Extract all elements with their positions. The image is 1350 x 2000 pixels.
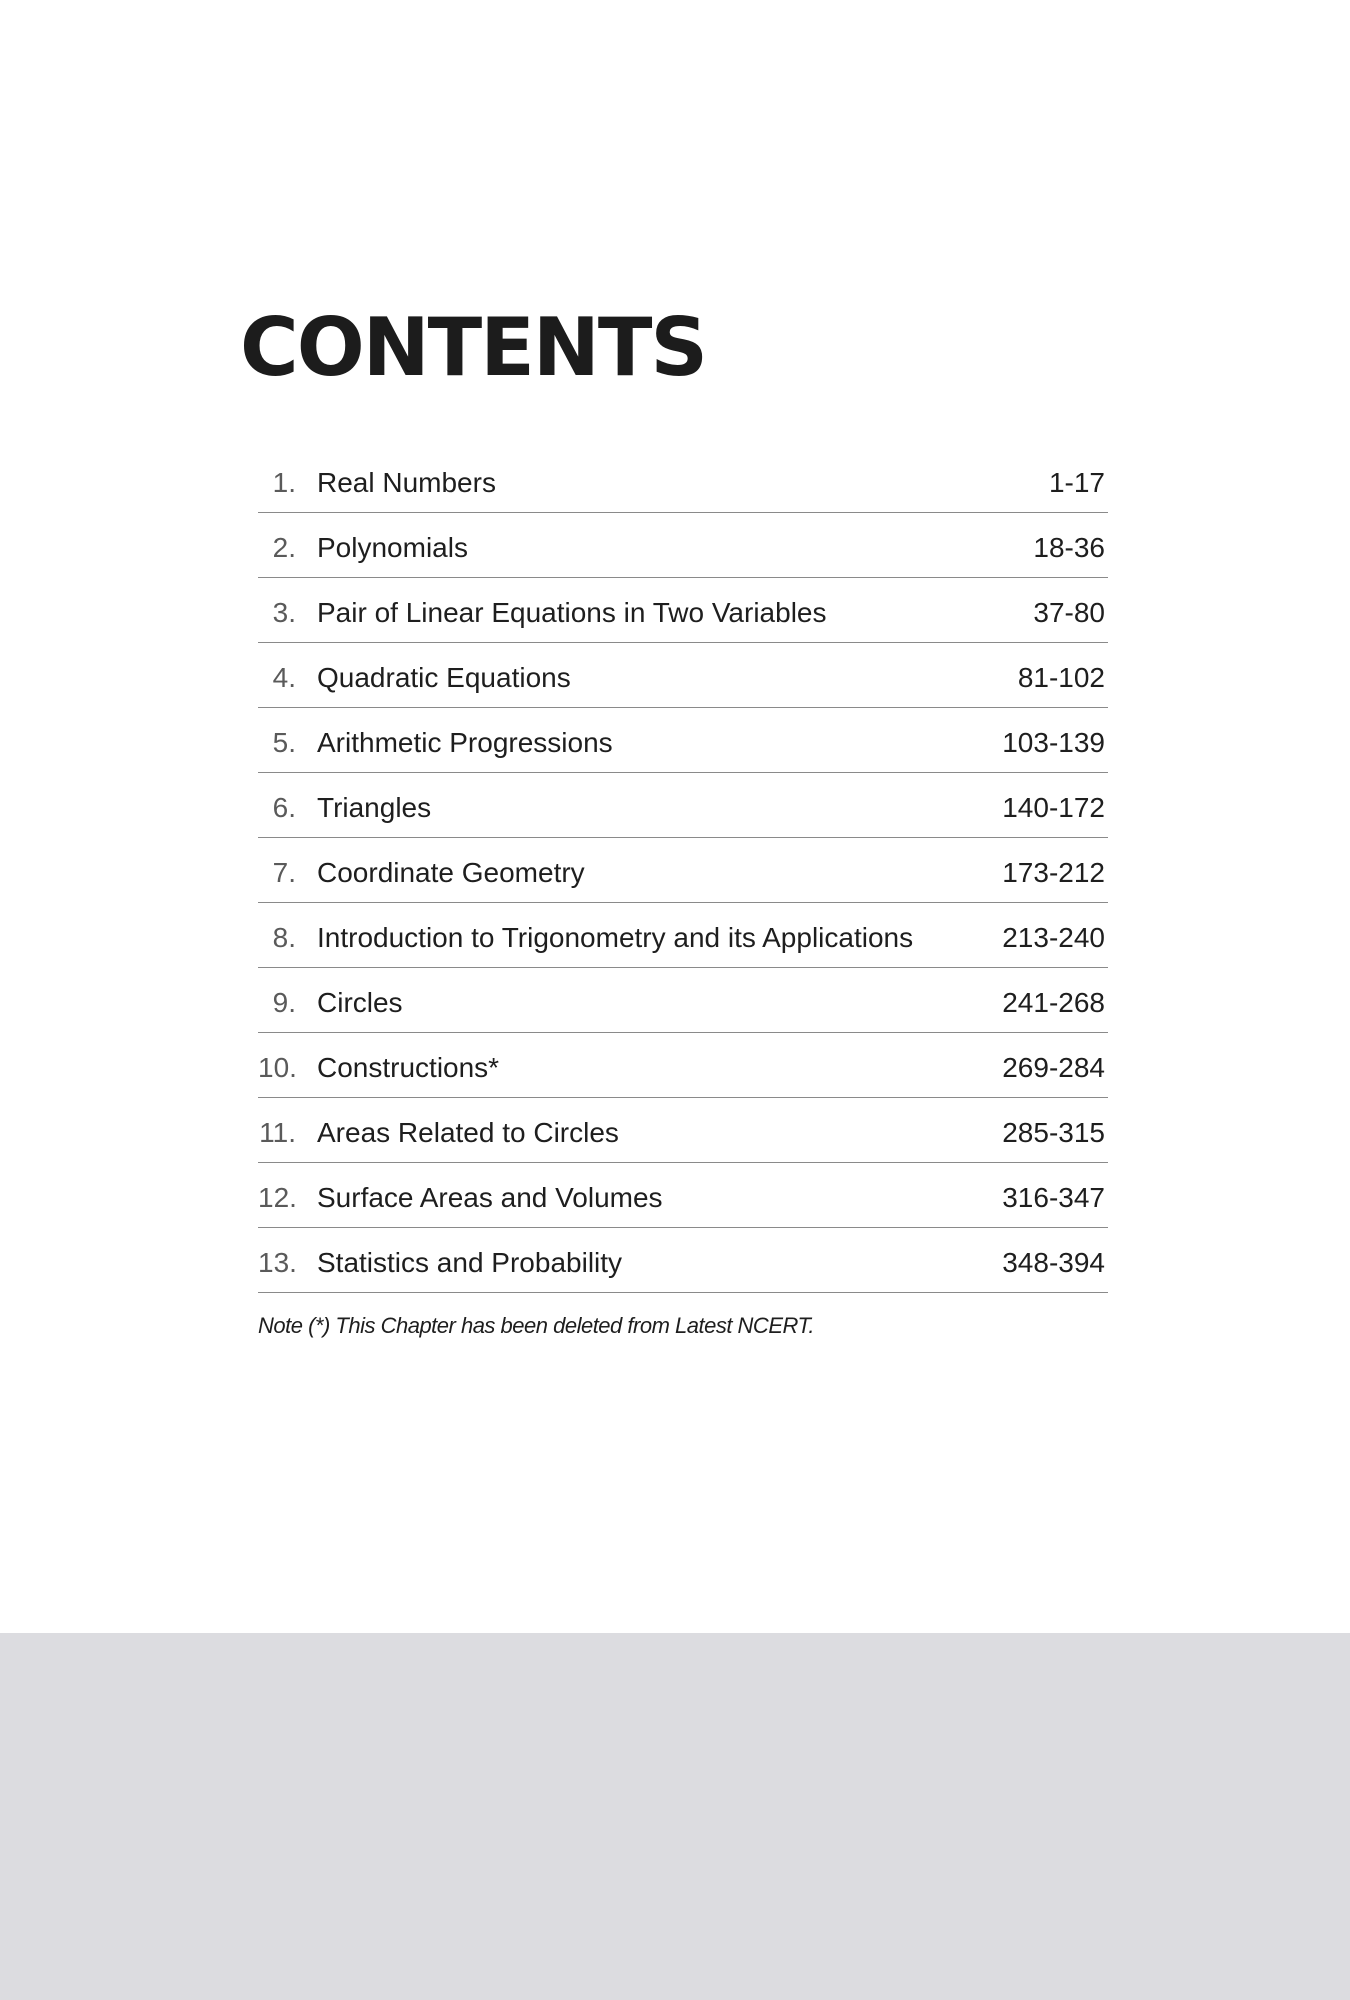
chapter-title: Statistics and Probability [317,1247,623,1278]
toc-row[interactable] [258,1098,1108,1163]
chapter-title: Triangles [317,792,432,823]
toc-row[interactable] [258,838,1108,903]
chapter-title: Areas Related to Circles [317,1117,619,1148]
page-bottom-band [0,1633,1350,2000]
toc-row[interactable] [258,578,1108,643]
toc-row[interactable] [258,448,1108,513]
page-title: CONTENTS [240,301,707,394]
table-of-contents [258,448,1108,1293]
chapter-title: Real Numbers [317,467,496,498]
chapter-number: 4. [272,662,296,693]
toc-row[interactable] [258,513,1108,578]
chapter-pages: 140-172 [1002,792,1105,823]
chapter-pages: 213-240 [1002,922,1105,953]
toc-row[interactable] [258,773,1108,838]
chapter-pages: 18-36 [1033,532,1105,563]
chapter-number: 13. [258,1247,297,1278]
chapter-pages: 173-212 [1002,857,1105,888]
chapter-pages: 285-315 [1002,1117,1105,1148]
chapter-pages: 269-284 [1002,1052,1105,1083]
chapter-number: 12. [258,1182,297,1213]
chapter-number: 8. [272,922,296,953]
footnote: Note (*) This Chapter has been deleted from Latest NCERT. [258,1313,815,1338]
chapter-title: Quadratic Equations [317,662,571,693]
chapter-title: Arithmetic Progressions [317,727,613,758]
chapter-pages: 241-268 [1002,987,1105,1018]
chapter-title: Pair of Linear Equations in Two Variables [317,597,827,628]
chapter-number: 11. [259,1117,296,1148]
chapter-number: 9. [272,987,296,1018]
chapter-title: Coordinate Geometry [317,857,585,888]
chapter-pages: 103-139 [1002,727,1105,758]
chapter-title: Introduction to Trigonometry and its Applications [317,922,914,953]
chapter-pages: 316-347 [1002,1182,1105,1213]
toc-row[interactable] [258,903,1108,968]
chapter-pages: 37-80 [1033,597,1105,628]
chapter-title: Surface Areas and Volumes [317,1182,663,1213]
toc-row[interactable] [258,643,1108,708]
chapter-number: 6. [272,792,296,823]
toc-row[interactable] [258,968,1108,1033]
toc-row[interactable] [258,1228,1108,1293]
toc-row[interactable] [258,1033,1108,1098]
chapter-number: 7. [272,857,296,888]
chapter-pages: 348-394 [1002,1247,1105,1278]
chapter-number: 3. [272,597,296,628]
chapter-number: 10. [258,1052,297,1083]
chapter-number: 5. [272,727,296,758]
chapter-pages: 81-102 [1017,662,1105,693]
toc-row[interactable] [258,708,1108,773]
toc-row[interactable] [258,1163,1108,1228]
chapter-number: 2. [272,532,296,563]
chapter-title: Circles [317,987,403,1018]
chapter-title: Polynomials [317,532,468,563]
chapter-number: 1. [272,467,296,498]
chapter-pages: 1-17 [1048,467,1105,498]
chapter-title: Constructions* [317,1052,500,1083]
